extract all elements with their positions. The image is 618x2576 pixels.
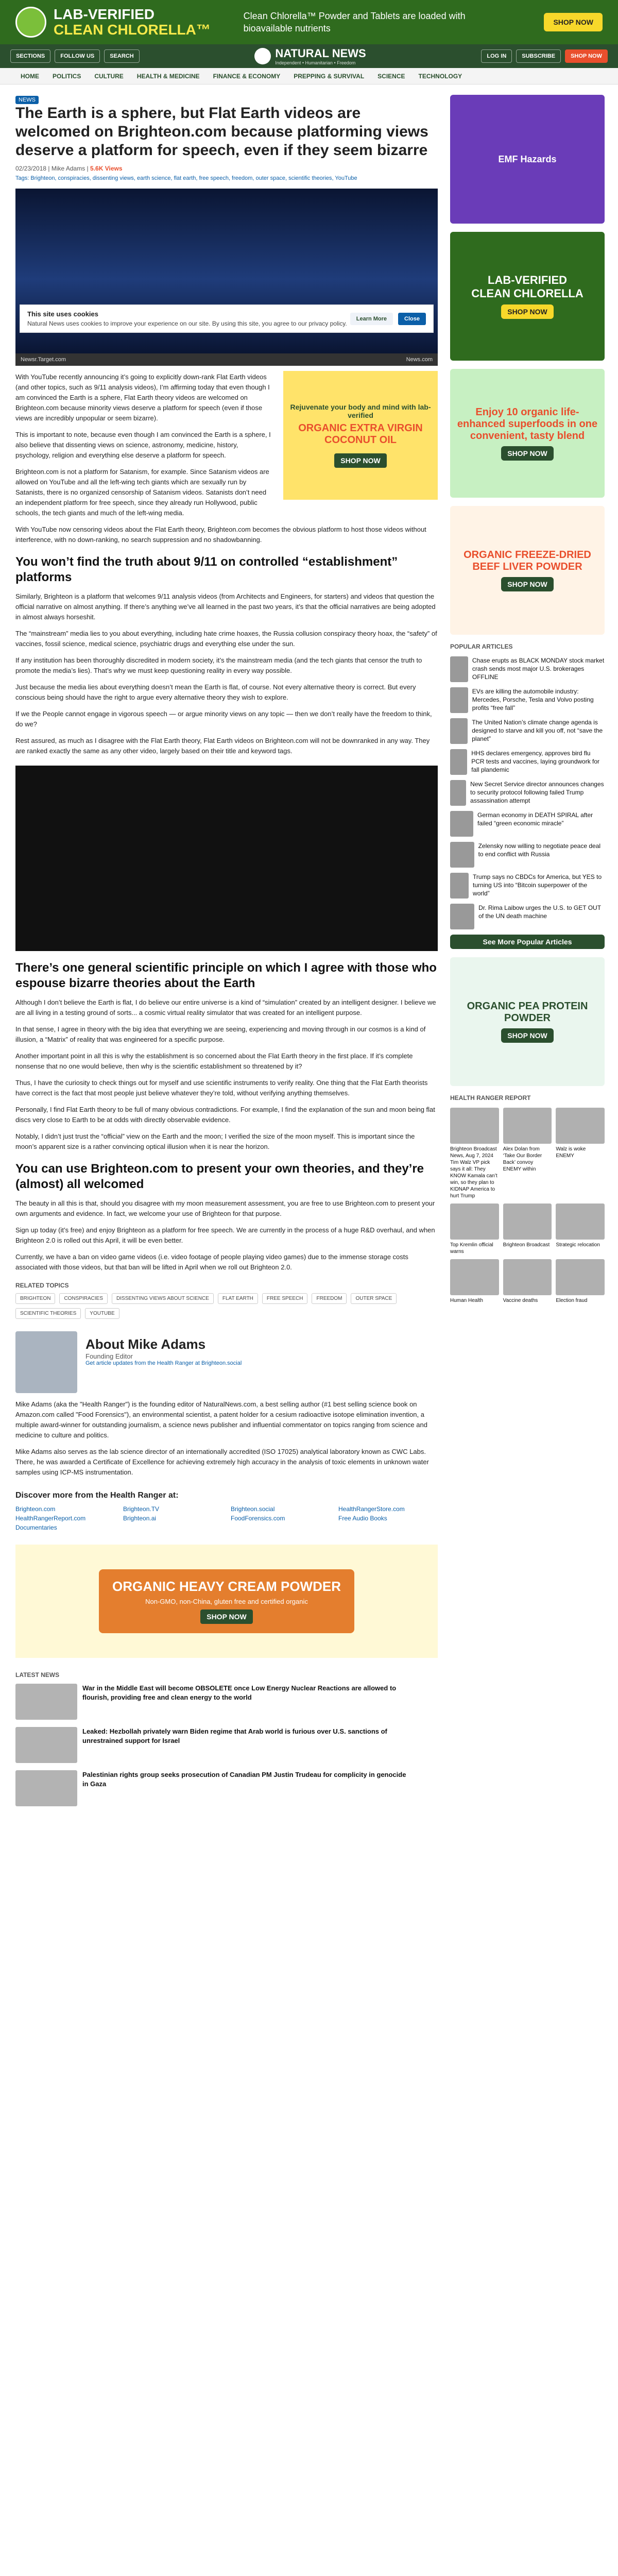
article-paragraph: With YouTube recently announcing it’s going to explicitly down-rank Flat Earth videos (and other topics, such as 9/11 analysis videos), I’m affirming today that even though I am convinced the Earth is a sphere, Flat Earth theory videos are welcomed on Brighteon.com because minority views deserve a platform for speech (even if those views are incredibly unpopular or seem bizarre). xyxy=(15,373,270,422)
article-date: 02/23/2018 xyxy=(15,165,47,172)
hr-item[interactable] xyxy=(556,1259,605,1304)
hr-thumb xyxy=(503,1108,552,1144)
hr-cap[interactable]: Human Health xyxy=(450,1298,483,1303)
author-paragraph: Mike Adams (aka the "Health Ranger") is the founding editor of NaturalNews.com, a best selling author (#1 best selling science book on Amazon.com called "Food Forensics"), an environmental scientist, a patent holder for a cesium radioactive isotope elimination invention, a multiple award-winner for outstanding journalism, a science news publisher and influential commentator on topics ranging from science and medicine to culture and politics. xyxy=(15,1400,427,1439)
article-tags[interactable]: Tags: Brighteon, conspiracies, dissenting views, earth science, flat earth, free speech, freedom, outer space, scientific theories, YouTube xyxy=(15,175,357,181)
banner-description: Clean Chlorella™ Powder and Tablets are loaded with bioavailable nutrients xyxy=(243,11,466,33)
see-more-popular-button[interactable]: See More Popular Articles xyxy=(450,935,605,949)
popular-header: POPULAR ARTICLES xyxy=(450,643,513,650)
ad3-shop-button[interactable]: SHOP NOW xyxy=(501,446,554,461)
latest-thumb xyxy=(15,1684,77,1720)
ad2-shop-button[interactable]: SHOP NOW xyxy=(501,304,554,319)
article-meta: 02/23/2018 | Mike Adams | 5.6K Views xyxy=(15,165,123,172)
caption-right: News.com xyxy=(406,357,433,363)
author-name: About Mike Adams xyxy=(85,1336,206,1352)
top-ad-banner[interactable] xyxy=(0,0,618,44)
article-paragraph: The “mainstream” media lies to you about everything, including hate crime hoaxes, the Russia collusion conspiracy theory hoax, the “safety” of vaccines, fossil science, medical science, psychiatric drugs and everything else under the sun. xyxy=(15,630,437,648)
chlorella-logo xyxy=(15,7,46,38)
ad4-shop-button[interactable]: SHOP NOW xyxy=(501,577,554,591)
related-tags xyxy=(15,1293,438,1319)
hr-item[interactable] xyxy=(503,1108,552,1199)
author-paragraph: Mike Adams also serves as the lab science director of an internationally accredited (ISO 17025) analytical laboratory known as CWC Labs. There, he was awarded a Certificate of Excellence for achieving extremely high accuracy in the analysis of toxic elements in unknown water samples using ICP-MS instrumentation. xyxy=(15,1448,429,1476)
hr-thumb xyxy=(450,1259,499,1295)
hr-cap[interactable]: Strategic relocation xyxy=(556,1242,600,1248)
emf-ad-text: EMF Hazards xyxy=(498,154,557,164)
article-paragraph: If we the People cannot engage in vigorous speech — or argue minority views on any topic — then we don’t really have the freedom to think, do we? xyxy=(15,710,432,728)
popular-item[interactable] xyxy=(450,687,605,713)
author-section xyxy=(15,1331,438,1393)
hr-thumb xyxy=(556,1108,605,1144)
related-tag[interactable]: FLAT EARTH xyxy=(218,1293,258,1304)
popular-thumb xyxy=(450,780,466,806)
search-button[interactable]: SEARCH xyxy=(104,49,139,63)
ad2-line2: CLEAN CHLORELLA xyxy=(471,287,583,300)
latest-thumb xyxy=(15,1727,77,1763)
popular-thumb xyxy=(450,904,474,929)
hr-cap[interactable]: Brighteon Broadcast xyxy=(503,1242,550,1248)
popular-articles xyxy=(450,643,605,949)
popular-item[interactable] xyxy=(450,656,605,682)
pea-protein-ad[interactable] xyxy=(450,957,605,1086)
content-wrap xyxy=(0,84,618,1814)
popular-text[interactable]: Dr. Rima Laibow urges the U.S. to GET OUT of the UN death machine xyxy=(478,904,601,920)
subscribe-button[interactable]: SUBSCRIBE xyxy=(516,49,561,63)
article-paragraph: Rest assured, as much as I disagree with the Flat Earth theory, Flat Earth videos on Brighteon.com will not be downranked in any way. They are ranked exactly the same as any other video, largely based on their title and keyword tags. xyxy=(15,737,430,755)
popular-item[interactable] xyxy=(450,873,605,899)
menu-home[interactable]: HOME xyxy=(21,72,39,80)
popular-text[interactable]: New Secret Service director announces changes to security protocol following failed Trump assassination attempt xyxy=(470,781,604,804)
menu-politics[interactable]: POLITICS xyxy=(53,72,81,80)
health-ranger-report xyxy=(450,1094,605,1304)
article-paragraph: If any institution has been thoroughly discredited in modern society, it’s the mainstream media (and the tech giants that censor the truth to promote the media’s lies). That’s why we must keep questioning reality in every way possible. xyxy=(15,656,422,674)
author-bio-link[interactable]: Get article updates from the Health Ranger at Brighteon.social xyxy=(85,1360,242,1366)
discover-link[interactable]: FoodForensics.com xyxy=(231,1515,285,1522)
hr-cap[interactable]: Top Kremlin official warns xyxy=(450,1242,493,1255)
article-subheading-2: There’s one general scientific principle on which I agree with those who espouse bizarre theories about the Earth xyxy=(15,961,437,990)
discover-links xyxy=(15,1505,438,1531)
brand-tagline: Independent • Humanitarian • Freedom xyxy=(275,60,356,65)
learn-more-button[interactable]: Learn More xyxy=(350,313,393,325)
latest-item[interactable] xyxy=(15,1684,438,1720)
popular-item[interactable] xyxy=(450,904,605,929)
menu-health-medicine[interactable]: HEALTH & MEDICINE xyxy=(136,72,200,80)
cookie-consent xyxy=(20,304,434,333)
article-views: 5.6K Views xyxy=(90,165,123,172)
related-tag[interactable]: CONSPIRACIES xyxy=(59,1293,108,1304)
discover-title: Discover more from the Health Ranger at: xyxy=(15,1491,179,1500)
related-tag[interactable]: BRIGHTEON xyxy=(15,1293,55,1304)
popular-item[interactable] xyxy=(450,811,605,837)
discover-link[interactable]: Brighteon.com xyxy=(15,1505,56,1513)
article-paragraph: Just because the media lies about everything doesn’t mean the Earth is flat, of course. Not every alternative theory is correct. But every conscious being should have the right to argue every alternative theory they wish to explore. xyxy=(15,683,416,701)
article-title: The Earth is a sphere, but Flat Earth videos are welcomed on Brighteon.com because platforming views deserve a platform for speech, even if they seem bizarre xyxy=(15,105,428,159)
banner-title-tm: ™ xyxy=(196,22,211,38)
bottom-ad-subtitle: Non-GMO, non-China, gluten free and certified organic xyxy=(145,1598,308,1605)
banner-title-prefix: LAB-VERIFIED xyxy=(54,6,154,22)
banner-title-main: CLEAN CHLORELLA xyxy=(54,22,196,38)
hr-item[interactable] xyxy=(503,1204,552,1255)
bottom-ad[interactable] xyxy=(15,1545,438,1658)
brand-name: NATURAL NEWS xyxy=(275,47,366,60)
login-button[interactable]: LOG IN xyxy=(481,49,512,63)
bottom-ad-title: ORGANIC HEAVY CREAM POWDER xyxy=(112,1579,341,1594)
article-paragraph: Thus, I have the curiosity to check things out for myself and use scientific instruments to verify reality. One thing that the Flat Earth theorists have correct is the fact that most people just believe whatever they’re told, without verifying anything themselves. xyxy=(15,1079,428,1097)
hr-thumb xyxy=(450,1108,499,1144)
article-author[interactable]: Mike Adams xyxy=(51,165,85,172)
category-menu xyxy=(0,68,618,84)
latest-item[interactable] xyxy=(15,1770,438,1806)
hr-item[interactable] xyxy=(503,1259,552,1304)
popular-text[interactable]: Chase erupts as BLACK MONDAY stock market crash sends most major U.S. brokerages OFFLINE xyxy=(472,657,605,681)
hr-item[interactable] xyxy=(556,1108,605,1199)
popular-text[interactable]: German economy in DEATH SPIRAL after failed “green economic miracle” xyxy=(477,811,593,827)
sections-button[interactable]: SECTIONS xyxy=(10,49,50,63)
inline-coconut-oil-ad[interactable] xyxy=(283,371,438,500)
related-topics xyxy=(15,1282,438,1319)
discover-link[interactable]: Brighteon.TV xyxy=(123,1505,160,1513)
article-paragraph: Another important point in all this is why the establishment is so concerned about the Flat Earth theory in the first place. If it’s complete nonsense that no one would believe, then why is the scientific establishment so threatened by it? xyxy=(15,1052,413,1070)
popular-item[interactable] xyxy=(450,842,605,868)
consent-body: Natural News uses cookies to improve your experience on our site. By using this site, you agree to our privacy policy. xyxy=(27,320,347,327)
popular-item[interactable] xyxy=(450,780,605,806)
hero-caption xyxy=(15,353,438,366)
hr-item[interactable] xyxy=(450,1204,499,1255)
popular-thumb xyxy=(450,811,473,837)
menu-science[interactable]: SCIENCE xyxy=(377,72,405,80)
ad2-line1: LAB-VERIFIED xyxy=(488,274,567,286)
beef-liver-ad[interactable] xyxy=(450,506,605,635)
hr-cap[interactable]: Vaccine deaths xyxy=(503,1298,538,1303)
popular-text[interactable]: Zelensky now willing to negotiate peace deal to end conflict with Russia xyxy=(478,842,601,858)
inline-ad-line2: ORGANIC EXTRA VIRGIN COCONUT OIL xyxy=(298,422,423,446)
article-header xyxy=(15,95,438,181)
popular-thumb xyxy=(450,873,469,899)
latest-title[interactable]: War in the Middle East will become OBSOLETE once Low Energy Nuclear Reactions are allowed to flourish, providing free and clean energy to the world xyxy=(82,1684,397,1701)
article-paragraph: Sign up today (it’s free) and enjoy Brighteon as a platform for free speech. We are currently in the process of a huge R&D overhaul, and when Brighteon 2.0 is rolled out this April, it will be even better. xyxy=(15,1226,435,1244)
ad3-text: Enjoy 10 organic life-enhanced superfoods in one convenient, tasty blend xyxy=(457,406,598,442)
ad4-text: ORGANIC FREEZE-DRIED BEEF LIVER POWDER xyxy=(464,549,591,572)
article-paragraph: Similarly, Brighteon is a platform that welcomes 9/11 analysis videos (from Architects and Engineers, for starters) and videos that question the official narrative on almost anything. If there’s anything we’ve all learned in the past two years, it’s that the official narratives are being adopted in almost always horseshit. xyxy=(15,592,436,621)
latest-title[interactable]: Leaked: Hezbollah privately warn Biden regime that Arab world is furious over U.S. sanctions of unrestrained support for Israel xyxy=(82,1727,387,1744)
hr-header: HEALTH RANGER REPORT xyxy=(450,1094,531,1101)
embedded-video[interactable] xyxy=(15,766,438,951)
discover-link[interactable]: Brighteon.social xyxy=(231,1505,275,1513)
inline-ad-shop-button[interactable]: SHOP NOW xyxy=(334,453,387,468)
discover-link[interactable]: Documentaries xyxy=(15,1524,57,1531)
hr-item[interactable] xyxy=(450,1259,499,1304)
popular-thumb xyxy=(450,656,468,682)
related-tag[interactable]: YOUTUBE xyxy=(85,1308,119,1319)
discover-link[interactable]: Brighteon.ai xyxy=(123,1515,157,1522)
related-tag[interactable]: SCIENTIFIC THEORIES xyxy=(15,1308,81,1319)
article-subheading-3: You can use Brighteon.com to present your own theories, and they’re (almost) all welcomed xyxy=(15,1162,424,1191)
article-paragraph: The beauty in all this is that, should you disagree with my moon measurement assessment, you are free to use Brighteon.com to present your own arguments and evidence. In fact, we welcome your use of Brighteon for that purpose. xyxy=(15,1199,435,1217)
article-paragraph: Brighteon.com is not a platform for Satanism, for example. Since Satanism videos are allowed on YouTube and all the left-wing tech giants which are sexually run by Satanists, there is no organized censorship of Satanism videos. Satanists don’t need an independent platform for free speech, since they already run Hollywood, public schools, the tech giants and much of the left-wing media. xyxy=(15,468,269,517)
popular-thumb xyxy=(450,718,468,744)
discover-link[interactable]: HealthRangerReport.com xyxy=(15,1515,86,1522)
popular-text[interactable]: EVs are killing the automobile industry: Mercedes, Porsche, Tesla and Volvo posting profits “free fall” xyxy=(472,688,594,711)
menu-culture[interactable]: CULTURE xyxy=(94,72,124,80)
hr-thumb xyxy=(503,1259,552,1295)
hr-cap[interactable]: Brighteon Broadcast News, Aug 7, 2024 Tim Walz VP pick says it all: They KNOW Kamala can’t win, so they plan to KIDNAP America to hurt Trump xyxy=(450,1146,497,1199)
superfoods-ad[interactable] xyxy=(450,369,605,498)
author-photo xyxy=(15,1331,77,1393)
hr-thumb xyxy=(556,1259,605,1295)
inline-ad-line1: Rejuvenate your body and mind with lab-verified xyxy=(290,403,431,419)
hr-cap[interactable]: Alex Dolan from ‘Take Our Border Back’ convoy ENEMY within xyxy=(503,1146,542,1172)
related-tag[interactable]: OUTER SPACE xyxy=(351,1293,397,1304)
popular-text[interactable]: The United Nation’s climate change agenda is designed to starve and kill you off, not “save the planet” xyxy=(472,719,603,742)
banner-left xyxy=(15,7,211,38)
menu-prepping-survival[interactable]: PREPPING & SURVIVAL xyxy=(294,72,365,80)
news-badge: NEWS xyxy=(15,96,39,104)
ad5-text: ORGANIC PEA PROTEIN POWDER xyxy=(467,1001,588,1024)
article-paragraph: Currently, we have a ban on video game videos (i.e. video footage of people playing video games) due to the immense storage costs associated with those videos, but that ban will be lifted in April when we roll out Brighteon 2.0. xyxy=(15,1253,408,1271)
hero-image xyxy=(15,189,438,353)
discover-more xyxy=(15,1491,438,1531)
consent-title: This site uses cookies xyxy=(27,310,99,318)
bottom-ad-shop-button[interactable]: SHOP NOW xyxy=(200,1609,253,1624)
sidebar xyxy=(450,95,605,1814)
related-header: RELATED TOPICS xyxy=(15,1282,69,1289)
popular-thumb xyxy=(450,687,468,713)
menu-technology[interactable]: TECHNOLOGY xyxy=(418,72,462,80)
author-role: Founding Editor xyxy=(85,1352,133,1360)
article-subheading-1: You won’t find the truth about 9/11 on controlled “establishment” platforms xyxy=(15,555,398,584)
brand-logo-icon xyxy=(254,48,271,64)
popular-thumb xyxy=(450,749,467,775)
hr-item[interactable] xyxy=(450,1108,499,1199)
hr-cap[interactable]: Walz is woke ENEMY xyxy=(556,1146,586,1159)
brand[interactable] xyxy=(254,47,366,65)
close-consent-button[interactable]: Close xyxy=(398,313,426,325)
latest-news xyxy=(15,1671,438,1806)
primary-nav xyxy=(0,44,618,68)
related-tag[interactable]: DISSENTING VIEWS ABOUT SCIENCE xyxy=(112,1293,214,1304)
article-paragraph: Personally, I find Flat Earth theory to be full of many obvious contradictions. For example, I find the explanation of the sun and moon being flat discs very close to Earth to be at odds with directly observable evidence. xyxy=(15,1106,435,1124)
hr-grid xyxy=(450,1108,605,1304)
article-paragraph: Notably, I didn’t just trust the “official” view on the Earth and the moon; I verified the size of the moon myself. This is important since the moon’s apparent size is a rather convincing optical illusion when it is near the horizon. xyxy=(15,1132,415,1150)
latest-title[interactable]: Palestinian rights group seeks prosecution of Canadian PM Justin Trudeau for complicity in genocide in Gaza xyxy=(82,1771,406,1788)
popular-item[interactable] xyxy=(450,749,605,775)
related-tag[interactable]: FREEDOM xyxy=(312,1293,347,1304)
article-main xyxy=(15,95,438,1814)
discover-link[interactable]: HealthRangerStore.com xyxy=(338,1505,405,1513)
article-paragraph: In that sense, I agree in theory with the big idea that everything we are seeing, experiencing and moving through in our cosmos is a kind of illusion, a “Matrix” of reality that was engineered for a specific purpose. xyxy=(15,1025,426,1043)
banner-shop-button[interactable]: SHOP NOW xyxy=(544,13,603,31)
chlorella-sidebar-ad[interactable] xyxy=(450,232,605,361)
latest-item[interactable] xyxy=(15,1727,438,1763)
popular-item[interactable] xyxy=(450,718,605,744)
follow-us-button[interactable]: FOLLOW US xyxy=(55,49,100,63)
ad5-shop-button[interactable]: SHOP NOW xyxy=(501,1028,554,1043)
hr-thumb xyxy=(450,1204,499,1240)
hr-thumb xyxy=(556,1204,605,1240)
banner-title xyxy=(54,7,211,38)
shop-now-button[interactable]: SHOP NOW xyxy=(565,49,608,63)
hr-cap[interactable]: Election fraud xyxy=(556,1298,588,1303)
hr-thumb xyxy=(503,1204,552,1240)
related-tag[interactable]: FREE SPEECH xyxy=(262,1293,308,1304)
popular-text[interactable]: HHS declares emergency, approves bird flu PCR tests and vaccines, laying groundwork for fall plandemic xyxy=(471,750,600,773)
popular-text[interactable]: Trump says no CBDCs for America, but YES to turning US into “Bitcoin superpower of the world” xyxy=(473,873,602,897)
article-paragraph: With YouTube now censoring videos about the Flat Earth theory, Brighteon.com becomes the obvious platform to host those videos without interference, with no down-ranking, no search suppression and no shadowbanning. xyxy=(15,526,426,544)
caption-left: Newsr.Target.com xyxy=(21,357,66,363)
hr-item[interactable] xyxy=(556,1204,605,1255)
latest-header: LATEST NEWS xyxy=(15,1671,60,1679)
latest-thumb xyxy=(15,1770,77,1806)
discover-link[interactable]: Free Audio Books xyxy=(338,1515,387,1522)
popular-thumb xyxy=(450,842,474,868)
emf-hazards-ad[interactable] xyxy=(450,95,605,224)
menu-finance-economy[interactable]: FINANCE & ECONOMY xyxy=(213,72,281,80)
article-paragraph: This is important to note, because even though I am convinced the Earth is a sphere, I also believe that dissenting views on science, astronomy, medicine, history, psychology, religion and everything else deserve a platform for speech. xyxy=(15,431,271,459)
article-paragraph: Although I don’t believe the Earth is flat, I do believe our entire universe is a kind of “simulation” created by an intelligent designer. I believe we are all living in a testing ground of sorts... a cosmic virtual reality simulator that was created for an intelligent purpose. xyxy=(15,998,436,1016)
